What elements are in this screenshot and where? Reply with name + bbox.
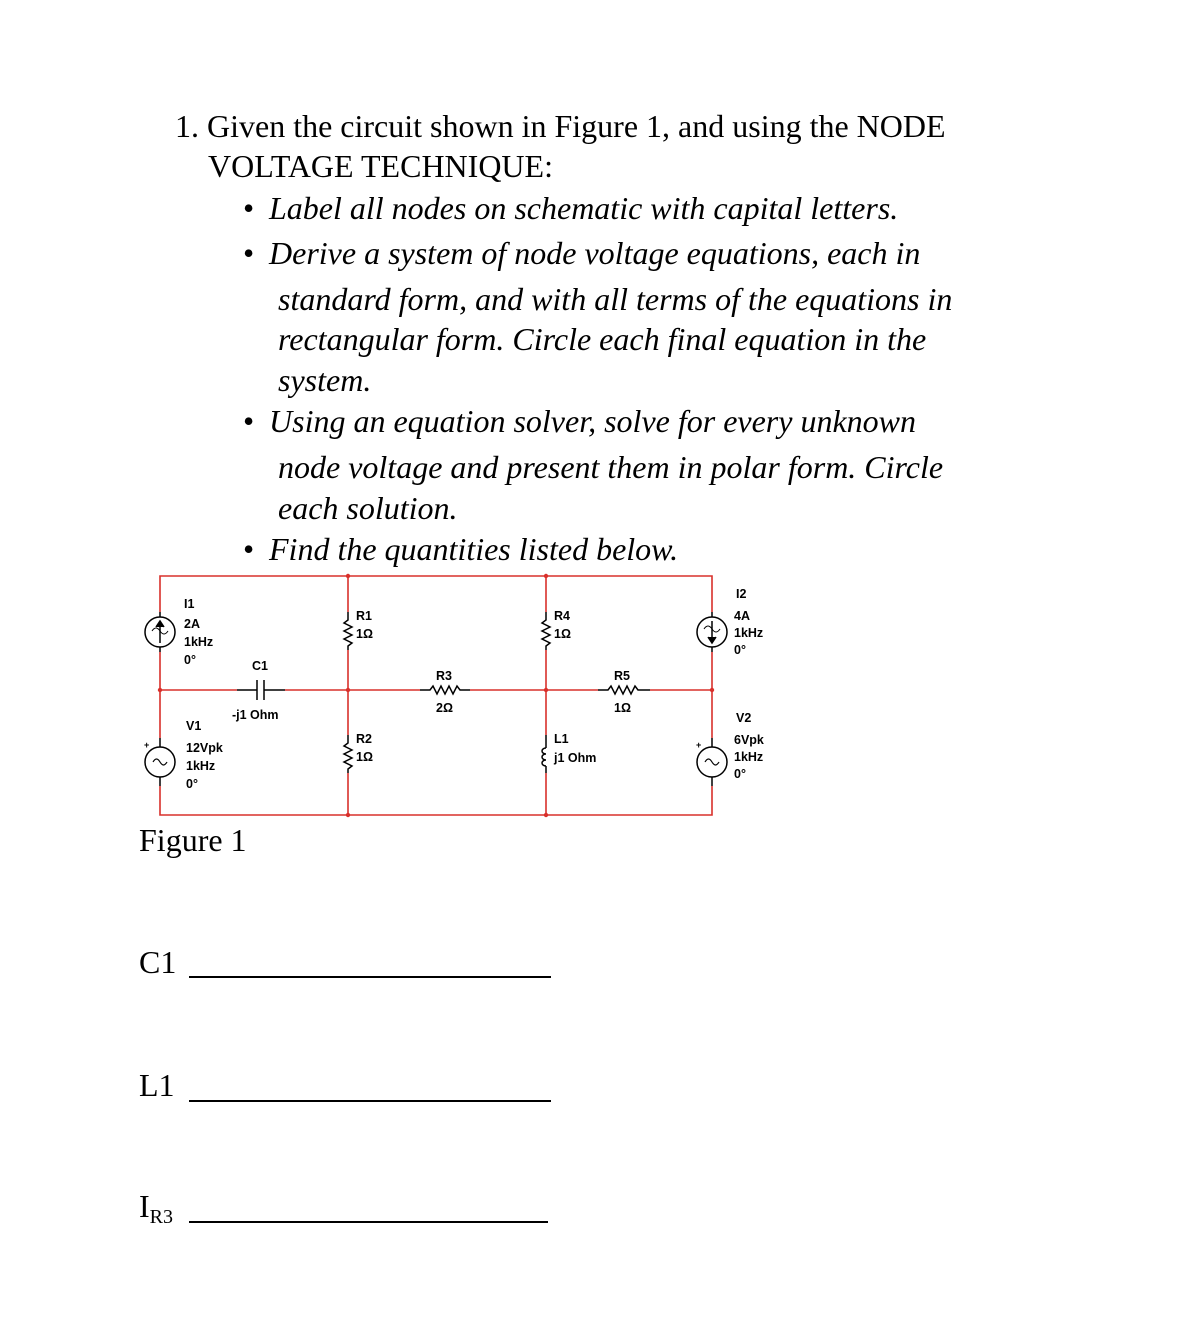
- v2-phase: 0°: [734, 767, 746, 781]
- top-rail: [160, 576, 712, 612]
- v2-value: 6Vpk: [734, 733, 764, 747]
- answer-ir3-main: I: [139, 1188, 150, 1224]
- c1-value: -j1 Ohm: [232, 708, 279, 722]
- r4-value: 1Ω: [554, 627, 571, 641]
- bullet-3-line-2: node voltage and present them in polar form. Circle: [278, 449, 944, 485]
- r5-value: 1Ω: [614, 701, 631, 715]
- bottom-rail: [160, 786, 712, 815]
- v1-plus-mark: +: [144, 740, 150, 750]
- bullet-4-line-1: Find the quantities listed below.: [269, 531, 679, 567]
- answer-l1-label: L1: [139, 1067, 175, 1103]
- r5-name: R5: [614, 669, 630, 683]
- i1-current-source: [145, 612, 175, 652]
- v1-phase: 0°: [186, 777, 198, 791]
- question-intro-line1: 1. Given the circuit shown in Figure 1, and using the NODE: [175, 108, 946, 144]
- r3-resistor: [420, 686, 470, 694]
- figure-caption: Figure 1: [139, 822, 247, 858]
- c1-name: C1: [252, 659, 268, 673]
- i2-current-source: [697, 612, 727, 652]
- bullet-2-line-3: rectangular form. Circle each final equation in the: [278, 321, 927, 357]
- bullet-2-symbol: •: [243, 235, 255, 271]
- bullet-2-line-1: Derive a system of node voltage equations, each in: [269, 235, 921, 271]
- l1-name: L1: [554, 732, 569, 746]
- r1-name: R1: [356, 609, 372, 623]
- i1-value: 2A: [184, 617, 200, 631]
- v1-freq: 1kHz: [186, 759, 216, 773]
- r2-name: R2: [356, 732, 372, 746]
- bullet-1-symbol: •: [243, 190, 255, 226]
- r2-resistor: [344, 735, 352, 773]
- answer-c1-label: C1: [139, 944, 177, 980]
- v1-voltage-source: [145, 738, 175, 786]
- i1-freq: 1kHz: [184, 635, 214, 649]
- v2-freq: 1kHz: [734, 750, 764, 764]
- r5-resistor: [598, 686, 650, 694]
- answer-ir3-sub: R3: [149, 1206, 173, 1228]
- r4-resistor: [542, 612, 550, 650]
- answer-l1-blank[interactable]: [189, 1100, 551, 1102]
- bullet-4-symbol: •: [243, 531, 255, 567]
- i1-name: I1: [184, 597, 195, 611]
- i2-freq: 1kHz: [734, 626, 764, 640]
- bullet-3-line-1: Using an equation solver, solve for every unknown: [269, 403, 916, 439]
- bullet-3-symbol: •: [243, 403, 255, 439]
- bullet-3-line-3: each solution.: [278, 490, 458, 526]
- r1-resistor: [344, 612, 352, 650]
- r2-value: 1Ω: [356, 750, 373, 764]
- v2-plus-mark: +: [696, 740, 702, 750]
- i2-phase: 0°: [734, 643, 746, 657]
- r3-name: R3: [436, 669, 452, 683]
- bullet-2-line-4: system.: [278, 362, 372, 398]
- circuit-wires: [160, 576, 712, 815]
- i2-value: 4A: [734, 609, 750, 623]
- bullet-2-line-2: standard form, and with all terms of the equations in: [278, 281, 953, 317]
- v1-name: V1: [186, 719, 202, 733]
- r1-value: 1Ω: [356, 627, 373, 641]
- bullet-1-line-1: Label all nodes on schematic with capital letters.: [269, 190, 899, 226]
- l1-inductor: [542, 735, 546, 773]
- r4-name: R4: [554, 609, 570, 623]
- answer-ir3-blank[interactable]: [189, 1221, 548, 1223]
- l1-value: j1 Ohm: [554, 751, 597, 765]
- question-intro-line2: VOLTAGE TECHNIQUE:: [208, 148, 553, 184]
- r3-value: 2Ω: [436, 701, 453, 715]
- v2-voltage-source: [697, 738, 727, 786]
- v2-name: V2: [736, 711, 752, 725]
- answer-ir3-label: [139, 1188, 173, 1228]
- answer-c1-blank[interactable]: [189, 976, 551, 978]
- v1-value: 12Vpk: [186, 741, 223, 755]
- i1-phase: 0°: [184, 653, 196, 667]
- c1-capacitor: [237, 680, 285, 700]
- i2-name: I2: [736, 587, 747, 601]
